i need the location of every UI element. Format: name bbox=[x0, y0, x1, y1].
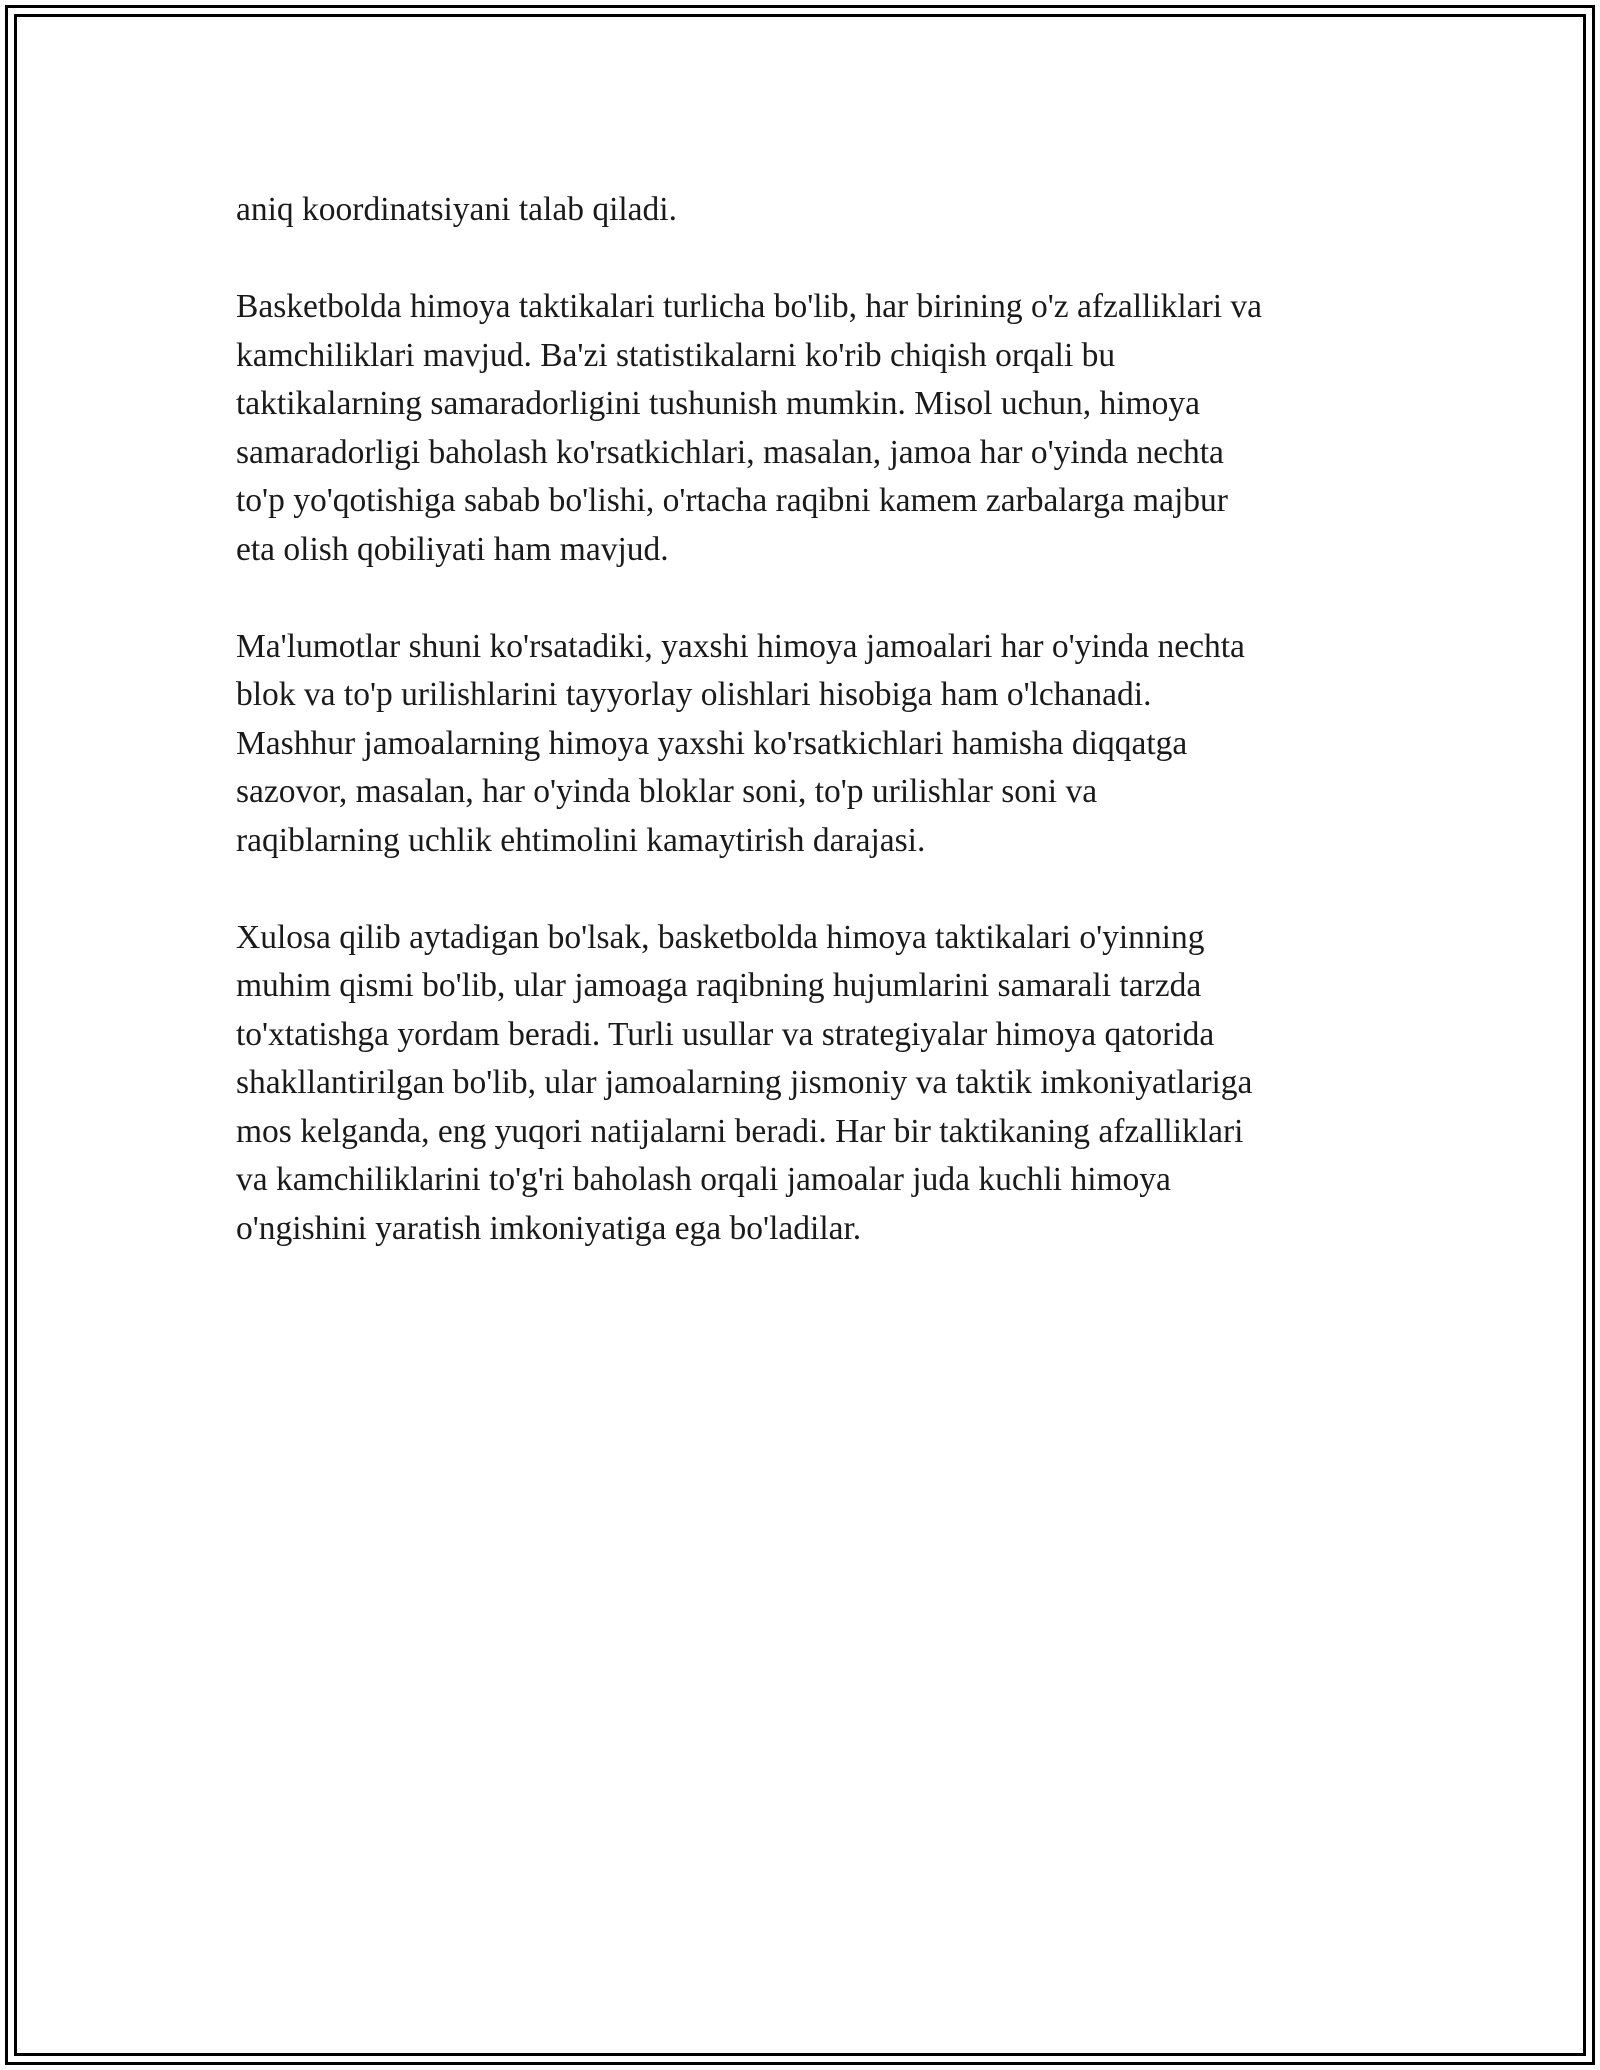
text-line: va kamchiliklarini to'g'ri baholash orqali jamoalar juda kuchli himoya bbox=[236, 1161, 1171, 1198]
paragraph-conclusion bbox=[236, 914, 1366, 1254]
text-line: samaradorligi baholash ko'rsatkichlari, masalan, jamoa har o'yinda nechta bbox=[236, 433, 1224, 471]
text-line: sazovor, masalan, har o'yinda bloklar soni, to'p urilishlar soni va bbox=[236, 773, 1098, 810]
text-line: kamchiliklari mavjud. Ba'zi statistikalarni ko'rib chiqish orqali bu bbox=[236, 336, 1116, 374]
paragraph-defense-tactics bbox=[236, 283, 1366, 574]
text-line: mos kelganda, eng yuqori natijalarni beradi. Har bir taktikaning afzalliklari bbox=[236, 1112, 1244, 1150]
text-line: blok va to'p urilishlarini tayyorlay olishlari hisobiga ham o'lchanadi. bbox=[236, 676, 1152, 713]
text-line: raqiblarning uchlik ehtimolini kamaytirish darajasi. bbox=[236, 821, 926, 859]
text-line: taktikalarning samaradorligini tushunish mumkin. Misol uchun, himoya bbox=[236, 385, 1200, 422]
text-line: Xulosa qilib aytadigan bo'lsak, basketbolda himoya taktikalari o'yinning bbox=[236, 918, 1205, 956]
paragraph-statistics bbox=[236, 623, 1366, 866]
text-line: to'xtatishga yordam beradi. Turli usullar va strategiyalar himoya qatorida bbox=[236, 1015, 1215, 1053]
text-line: Ma'lumotlar shuni ko'rsatadiki, yaxshi himoya jamoalari har o'yinda nechta bbox=[236, 627, 1245, 665]
text-line: muhim qismi bo'lib, ular jamoaga raqibning hujumlarini samarali tarzda bbox=[236, 967, 1202, 1004]
paragraph-continuation bbox=[236, 186, 1366, 235]
text-line: shakllantirilgan bo'lib, ular jamoalarning jismoniy va taktik imkoniyatlariga bbox=[236, 1064, 1253, 1101]
text-line: o'ngishini yaratish imkoniyatiga ega bo'ladilar. bbox=[236, 1209, 862, 1247]
document-body bbox=[236, 186, 1366, 1302]
text-line: Mashhur jamoalarning himoya yaxshi ko'rsatkichlari hamisha diqqatga bbox=[236, 724, 1188, 762]
text-line: Basketbolda himoya taktikalari turlicha bo'lib, har birining o'z afzalliklari va bbox=[236, 288, 1263, 325]
text-line: to'p yo'qotishiga sabab bo'lishi, o'rtacha raqibni kamem zarbalarga majbur bbox=[236, 482, 1228, 519]
text-line: eta olish qobiliyati ham mavjud. bbox=[236, 530, 669, 568]
text-line: aniq koordinatsiyani talab qiladi. bbox=[236, 191, 677, 228]
